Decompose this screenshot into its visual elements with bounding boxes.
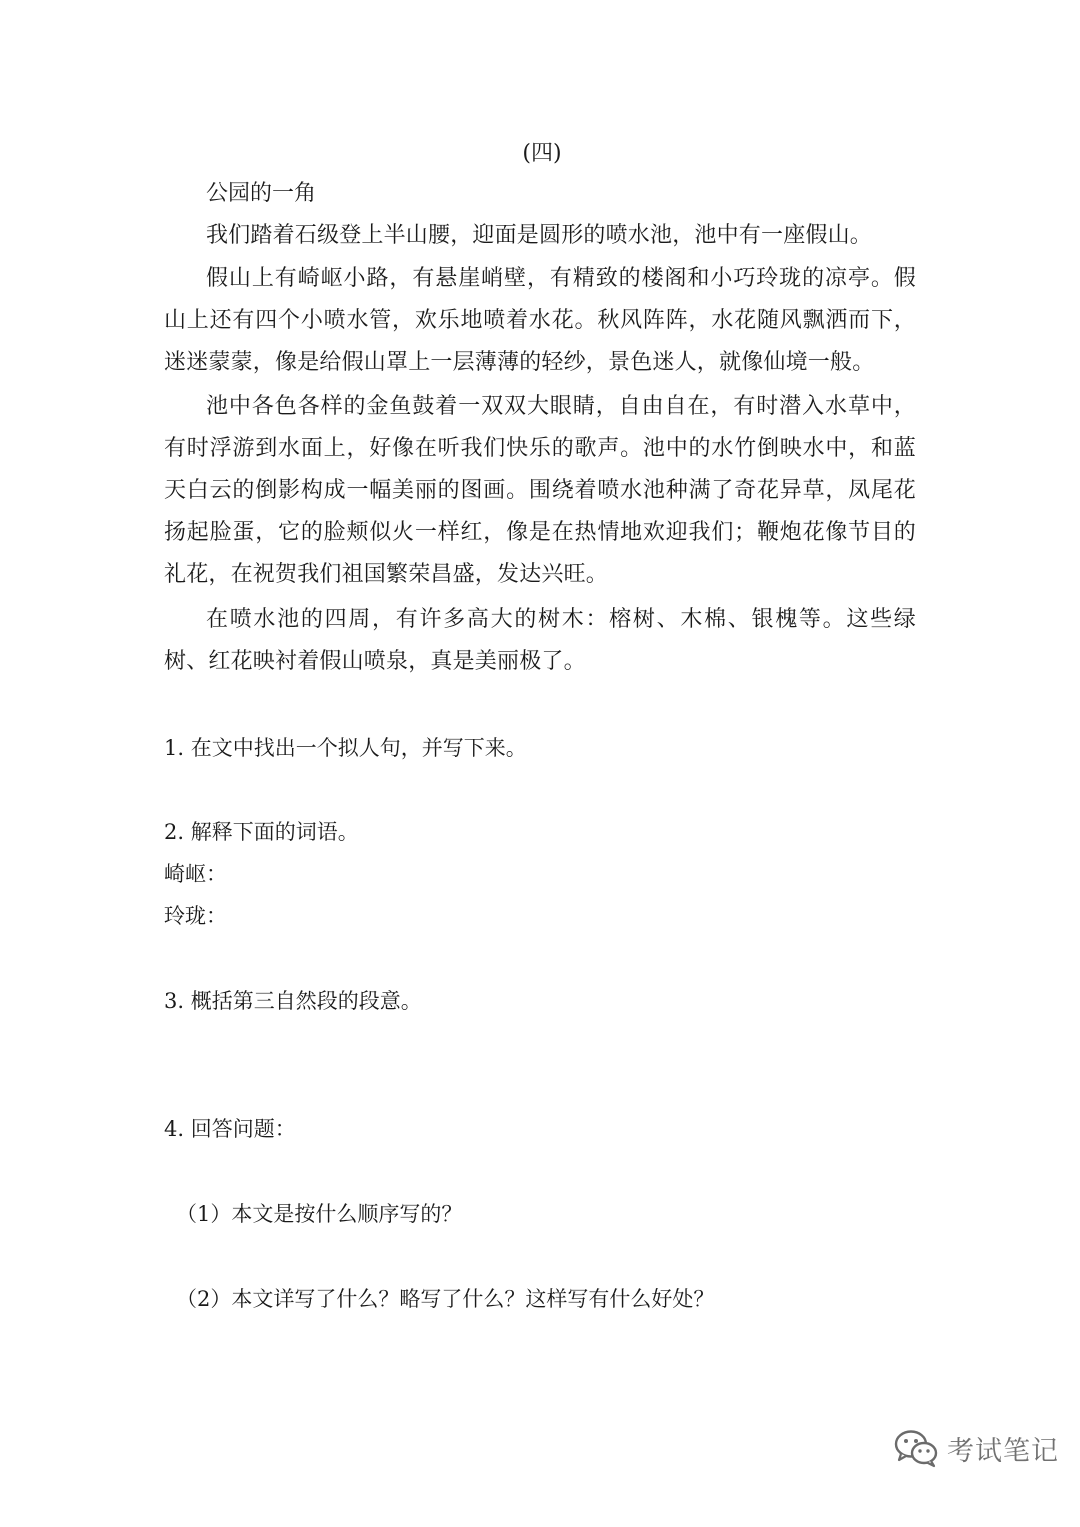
section-number: (四) <box>522 141 562 166</box>
passage-title: 公园的一角 <box>206 181 317 206</box>
wechat-icon <box>893 1428 939 1468</box>
word-item-1: 崎岖： <box>164 862 227 886</box>
question-1: 1. 在文中找出一个拟人句，并写下来。 <box>164 736 527 760</box>
sub-question-1: （1）本文是按什么顺序写的？ <box>176 1202 463 1226</box>
question-3: 3. 概括第三自然段的段意。 <box>164 989 422 1013</box>
paragraph-3: 池中各色各样的金鱼鼓着一双双大眼睛，自由自在，有时潜入水草中，有时浮游到水面上，好像在听我们快乐的歌声。池中的水竹倒映水中，和蓝天白云的倒影构成一幅美丽的图画。围绕着喷水池种满了奇花异草，凤尾花扬起脸蛋，它的脸颊似火一样红，像是在热情地欢迎我们；鞭炮花像节目的礼花，在祝贺我们祖国繁荣昌盛，发达兴旺。 <box>164 394 916 587</box>
sub-question-2: （2）本文详写了什么？略写了什么？这样写有什么好处？ <box>176 1287 715 1311</box>
question-4: 4. 回答问题： <box>164 1117 296 1141</box>
question-2: 2. 解释下面的词语。 <box>164 820 359 844</box>
watermark <box>893 1420 1059 1476</box>
word-item-2: 玲珑： <box>164 904 227 928</box>
paragraph-2: 假山上有崎岖小路，有悬崖峭壁，有精致的楼阁和小巧玲珑的凉亭。假山上还有四个小喷水管，欢乐地喷着水花。秋风阵阵，水花随风飘洒而下，迷迷蒙蒙，像是给假山罩上一层薄薄的轻纱，景色迷人，就像仙境一般。 <box>164 266 916 375</box>
watermark-text: 考试笔记 <box>947 1435 1059 1467</box>
paragraph-1: 我们踏着石级登上半山腰，迎面是圆形的喷水池，池中有一座假山。 <box>206 223 873 248</box>
paragraph-4: 在喷水池的四周，有许多高大的树木：榕树、木棉、银槐等。这些绿树、红花映衬着假山喷泉，真是美丽极了。 <box>164 607 916 674</box>
